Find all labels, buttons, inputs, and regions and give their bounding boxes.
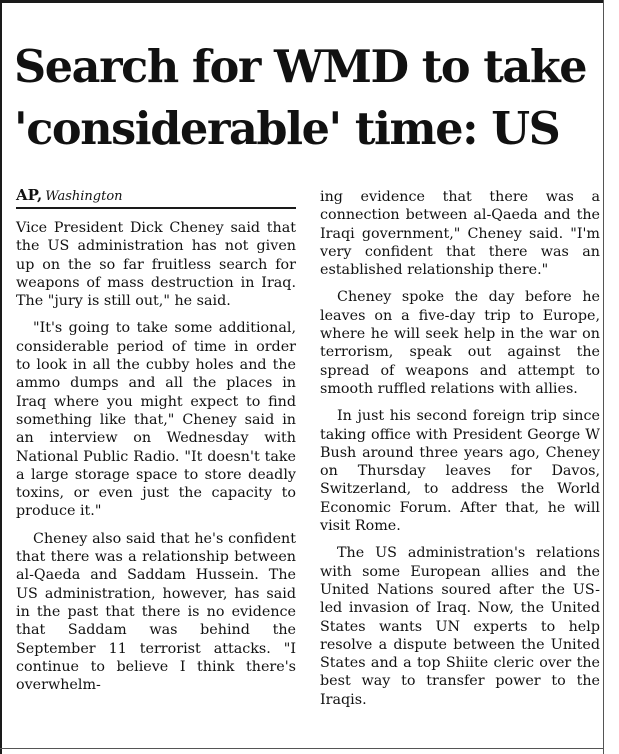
article-column-right bbox=[320, 188, 600, 718]
paragraph-3-start: Cheney also said that he's confident that there was a relationship between al-Qaeda and Saddam Hussein. The US administration, however, has said in the past that there is no evidence that Saddam was behind the September 11 terrorist attacks. "I continue to believe I think there's overwhelm- bbox=[16, 530, 296, 694]
top-border-rule bbox=[0, 0, 603, 3]
headline bbox=[14, 36, 602, 160]
paragraph-4: Cheney spoke the day before he leaves on a five-day trip to Europe, where he will seek help in the war on terrorism, speak out against the spread of weapons and attempt to smooth ruffled relations with allies. bbox=[320, 289, 600, 397]
headline-line-1: Search for WMD to take bbox=[14, 41, 587, 93]
article-column-left bbox=[16, 186, 296, 703]
left-border-rule bbox=[0, 0, 2, 754]
bottom-border-rule bbox=[0, 748, 603, 749]
right-border-rule bbox=[603, 0, 604, 754]
byline-place: Washington bbox=[45, 189, 123, 204]
paragraph-6: The US administration's relations with some European allies and the United Nations soured after the US-led invasion of Iraq. Now, the United States wants UN experts to help resolve a dispute between the United States and a top Shiite cleric over the best way to transfer power to the Iraqis. bbox=[320, 545, 600, 708]
paragraph-1: Vice President Dick Cheney said that the US administration has not given up on the so far fruitless search for weapons of mass destruction in Iraq. The "jury is still out," he said. bbox=[16, 220, 296, 310]
paragraph-2: "It's going to take some additional, considerable period of time in order to look in all the cubby holes and the ammo dumps and all the places in Iraq where you might expect to find something like that," Cheney said in an interview on Wednesday with National Public Radio. "It doesn't take a large storage space to store deadly toxins, or even just the capacity to produce it." bbox=[16, 320, 296, 520]
byline bbox=[16, 186, 296, 209]
byline-agency: AP, bbox=[16, 186, 43, 204]
paragraph-5: In just his second foreign trip since taking office with President George W Bush around three years ago, Cheney on Thursday leaves for Davos, Switzerland, to address the World Economic Forum. After that, he will visit Rome. bbox=[320, 408, 600, 535]
headline-line-2: 'considerable' time: US bbox=[14, 103, 560, 155]
paragraph-3-continued: ing evidence that there was a connection between al-Qaeda and the Iraqi government," Cheney said. "I'm very confident that there was an established relationship there." bbox=[320, 189, 600, 279]
